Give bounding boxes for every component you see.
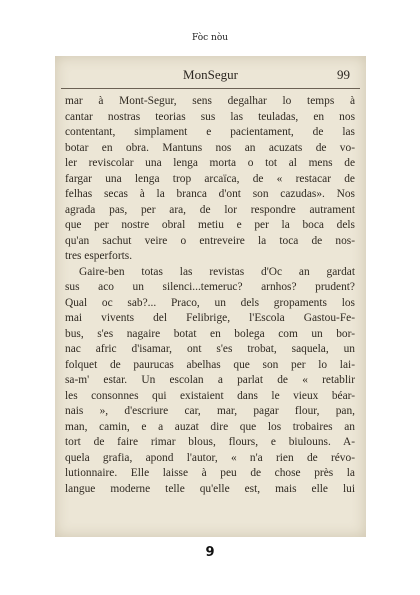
text-line: nac afric d'isamar, ont s'es trobat, saquela, un <box>65 343 355 355</box>
text-line: mai vivents del Felibrige, l'Escola Gastou-Fe- <box>65 312 355 324</box>
running-head-title: MonSegur <box>183 67 238 82</box>
text-line: tres esperforts. <box>65 250 133 262</box>
text-line: bus, s'es nagaire botat en bolega com un bor- <box>65 327 355 340</box>
text-line: agrada pas, per ara, de lor respondre autrament <box>65 203 355 216</box>
text-line: nais », d'escriure car, mar, pagar flour, pan, <box>65 405 355 417</box>
text-line: cantar nostras teorias sus las teuladas, en nos <box>65 110 355 123</box>
text-line: folquet de paurucas abelhas que son per lo lai- <box>65 358 355 371</box>
page-number: 9 <box>205 545 215 560</box>
text-line: langue moderne telle qu'elle est, mais elle lui <box>65 482 355 495</box>
running-head <box>71 67 350 85</box>
running-head-page-number: 99 <box>337 67 350 82</box>
body-text <box>65 94 355 497</box>
text-line: tort de faire rimar blous, flours, e biulouns. A- <box>65 436 355 448</box>
text-line: fargar una lenga trop arcaïca, de « restacar de <box>65 172 355 185</box>
text-line: lutionnaire. Elle laisse à peu de chose près la <box>65 467 355 479</box>
text-line: Qual oc sab?... Praco, un dels gropaments los <box>65 296 355 309</box>
text-line: botar en obra. Mantuns nos an acuzats de vo- <box>65 141 355 154</box>
text-line: man, camin, e a auzat dire que los trobaires an <box>65 420 355 433</box>
text-line: ler reviscolar una lenga morta o tot al mens de <box>65 157 355 169</box>
text-line: mar à Mont-Segur, sens degalhar lo temps à <box>65 95 355 107</box>
text-line: sus aco un silenci...temeruc? arnhos? prudent? <box>65 281 355 293</box>
text-line: qu'an sachut veire o entreveire la toca de nos- <box>65 234 355 247</box>
scanned-page <box>55 56 366 537</box>
text-line: que per nostre obral metiu e per la boca dels <box>65 219 355 231</box>
text-line: contentant, simplament e pacientament, de las <box>65 126 355 138</box>
text-line: felhas secas à la branca d'ont son cazudas». Nos <box>65 188 355 200</box>
text-line: Gaire-ben totas las revistas d'Oc an gardat <box>79 265 355 278</box>
text-line: quela grafia, apond l'autor, « n'a rien de révo- <box>65 451 355 464</box>
document-title: Fòc nòu <box>191 33 229 43</box>
header-rule <box>61 88 360 89</box>
text-line: sa-m' estar. Un escolan a parlat de « retablir <box>65 374 355 386</box>
text-line: les consonnes qui existaient dans le vieux béar- <box>65 389 355 402</box>
